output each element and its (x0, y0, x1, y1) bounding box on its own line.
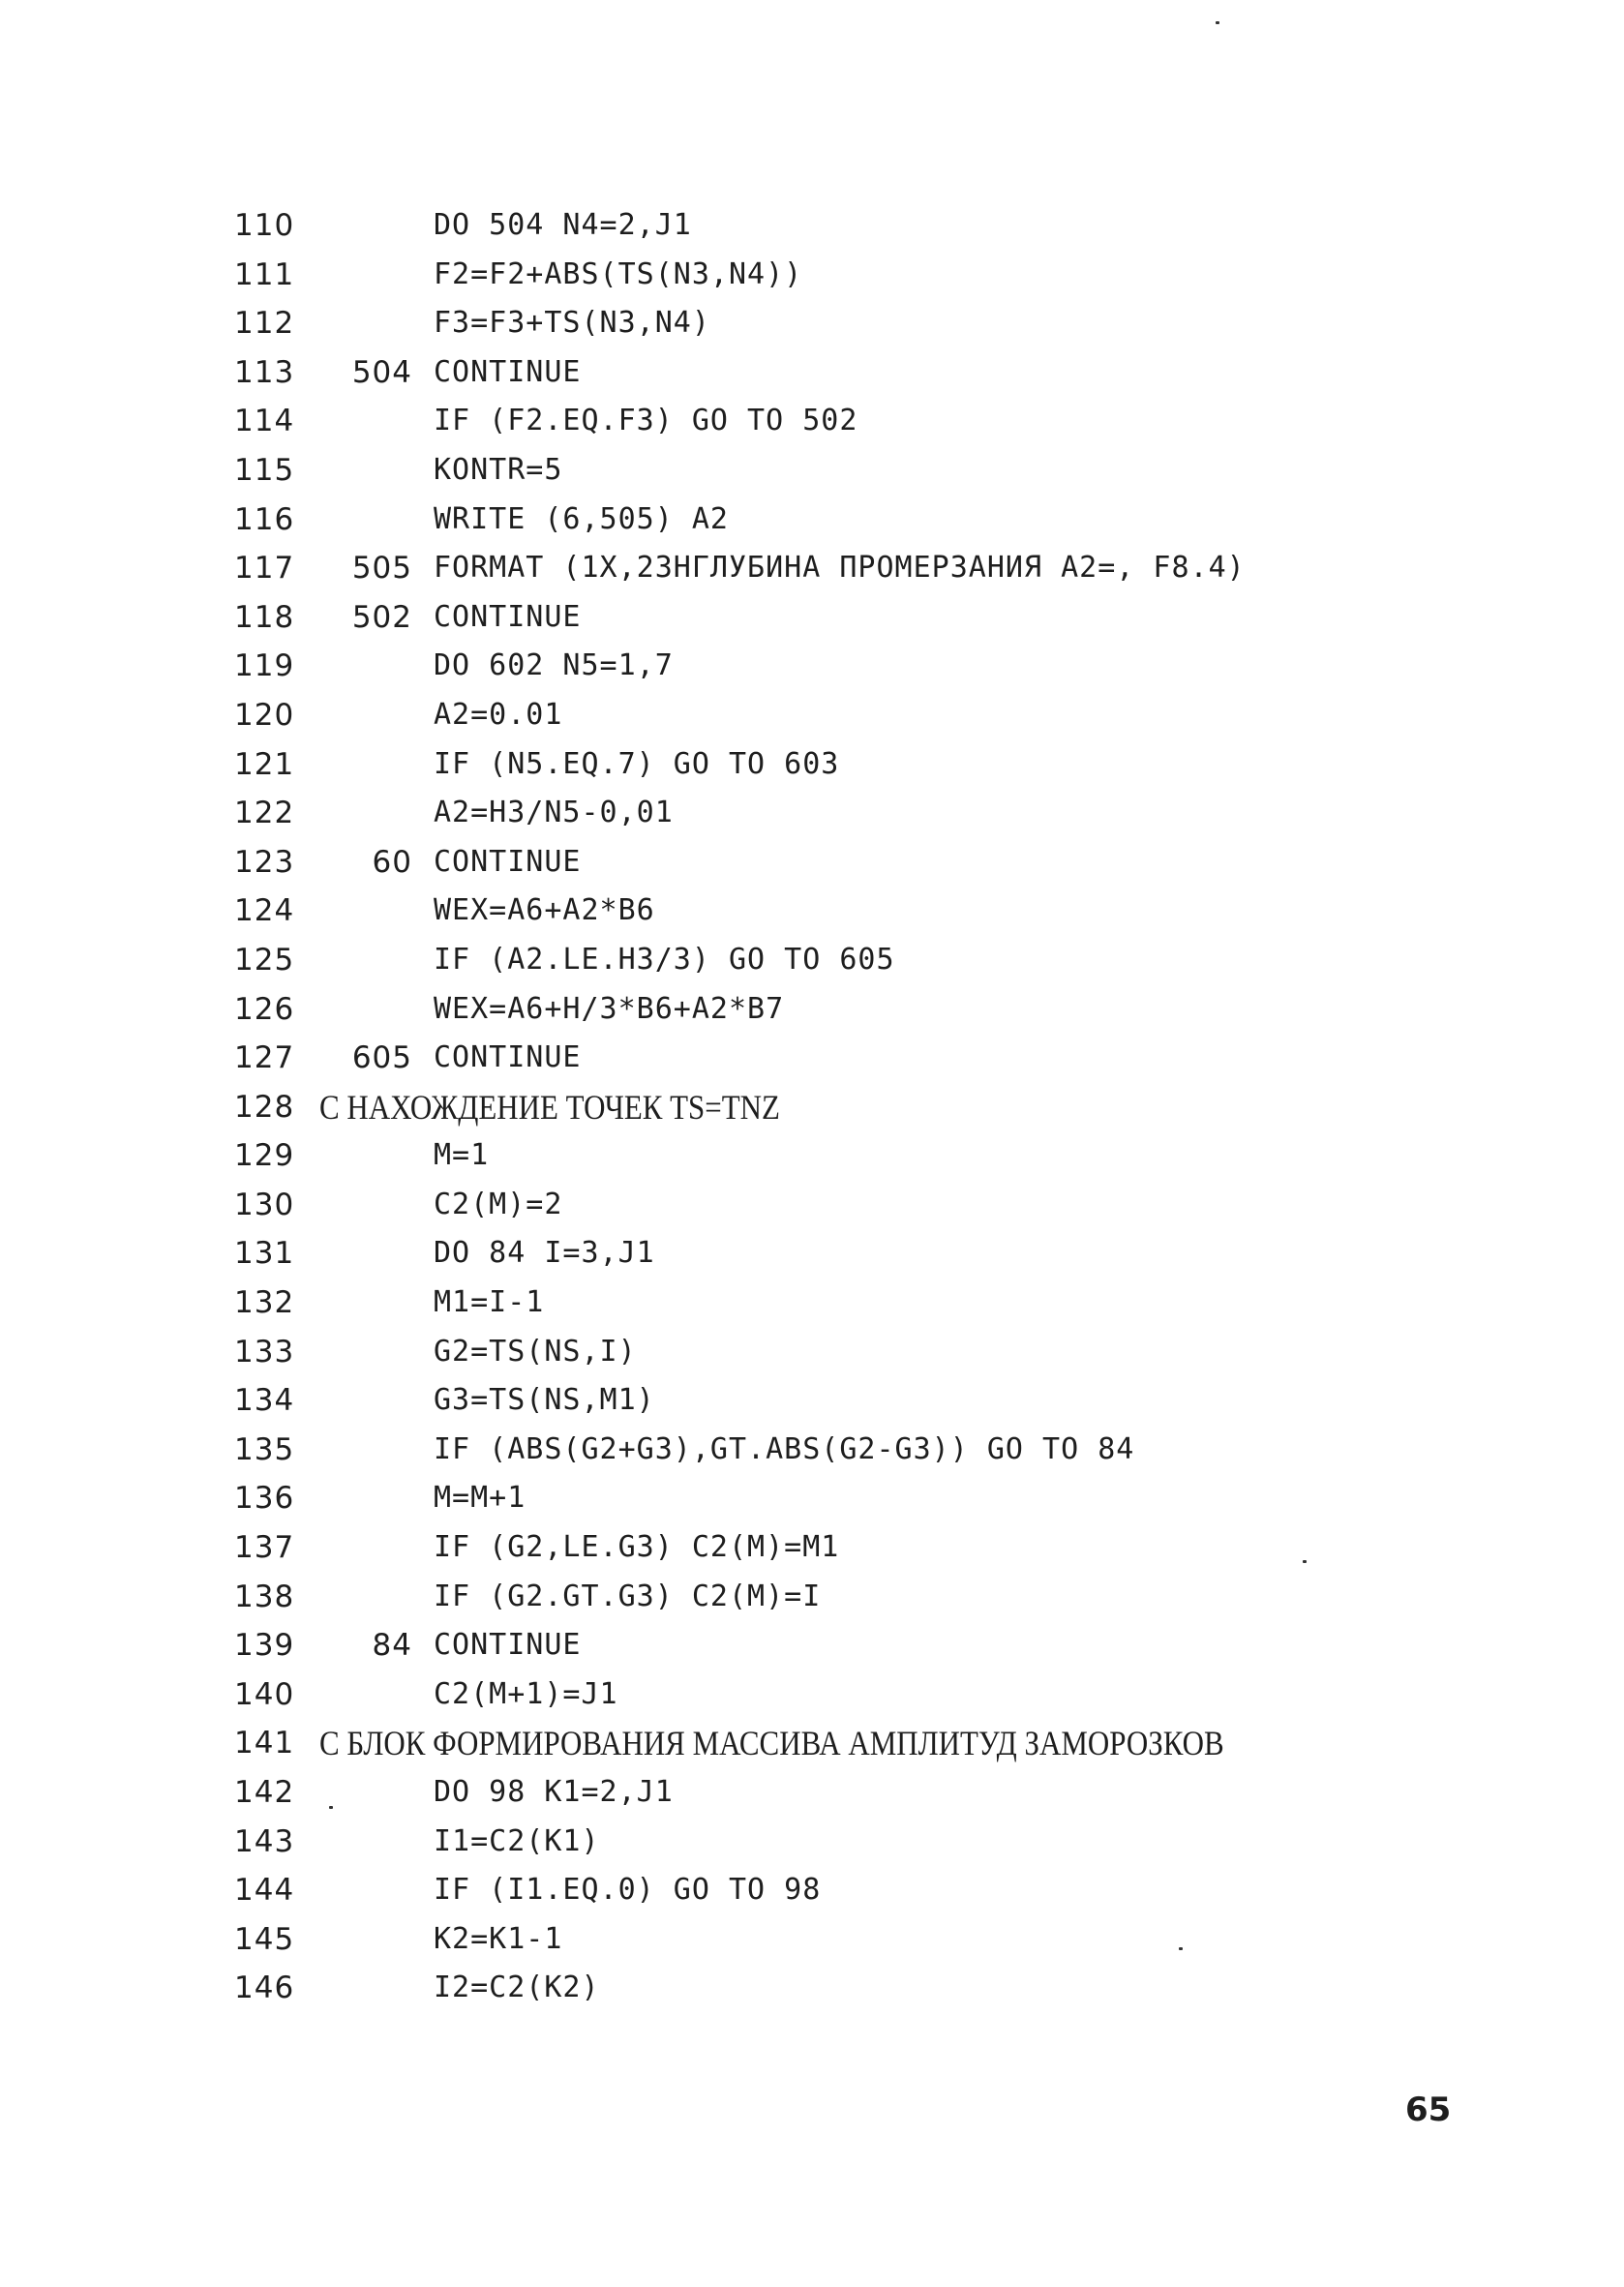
statement: IF (A2.LE.H3/3) GO TO 605 (434, 942, 895, 977)
line-number: 110 (234, 208, 295, 243)
scan-speck (1303, 1560, 1307, 1563)
line-number: 140 (234, 1676, 295, 1712)
line-number: 137 (234, 1530, 295, 1566)
statement: FORMAT (1X,23НГЛУБИНА ПРОМЕРЗАНИЯ A2=, F8.4) (434, 551, 1246, 586)
statement-label: 60 (372, 844, 412, 880)
line-number: 112 (234, 306, 295, 342)
line-number: 126 (234, 991, 295, 1027)
statement: A2=H3/N5-0,01 (434, 796, 674, 830)
code-line-123 (0, 840, 1624, 889)
code-line-118 (0, 595, 1624, 645)
line-number: 143 (234, 1823, 295, 1859)
code-line-116 (0, 497, 1624, 547)
line-number: 114 (234, 404, 295, 439)
code-line-122 (0, 791, 1624, 840)
code-line-146 (0, 1966, 1624, 2015)
code-line-142 (0, 1770, 1624, 1820)
code-line-145 (0, 1917, 1624, 1967)
line-number: 134 (234, 1383, 295, 1419)
code-line-124 (0, 888, 1624, 938)
code-line-144 (0, 1868, 1624, 1917)
code-line-129 (0, 1133, 1624, 1183)
statement: IF (I1.EQ.0) GO TO 98 (434, 1873, 822, 1908)
code-line-139 (0, 1623, 1624, 1672)
line-number: 139 (234, 1628, 295, 1664)
scan-speck (1216, 21, 1219, 24)
statement: IF (F2.EQ.F3) GO TO 502 (434, 404, 858, 438)
statement: IF (G2,LE.G3) C2(M)=M1 (434, 1530, 840, 1565)
line-number: 120 (234, 697, 295, 733)
code-line-131 (0, 1231, 1624, 1280)
line-number: 128 (234, 1089, 295, 1125)
code-line-120 (0, 693, 1624, 742)
line-number: 118 (234, 599, 295, 635)
statement: K2=K1-1 (434, 1921, 563, 1956)
line-number: 111 (234, 256, 295, 292)
line-number: 124 (234, 893, 295, 929)
statement: DO 84 I=3,J1 (434, 1236, 655, 1271)
line-number: 119 (234, 648, 295, 684)
line-number: 117 (234, 551, 295, 587)
code-line-140 (0, 1672, 1624, 1722)
statement: CONTINUE (434, 1040, 582, 1075)
comment-line: C БЛОК ФОРМИРОВАНИЯ МАССИВА АМПЛИТУД ЗАМОРОЗКОВ (319, 1724, 1224, 1763)
statement: DO 504 N4=2,J1 (434, 208, 692, 242)
statement-label: 504 (351, 354, 412, 390)
line-number: 138 (234, 1579, 295, 1614)
code-line-112 (0, 301, 1624, 350)
statement: C2(M)=2 (434, 1187, 563, 1221)
statement-label: 502 (351, 599, 412, 635)
statement: F2=F2+ABS(TS(N3,N4)) (434, 256, 803, 291)
statement: CONTINUE (434, 844, 582, 879)
code-line-110 (0, 203, 1624, 253)
code-line-126 (0, 987, 1624, 1037)
code-line-113 (0, 350, 1624, 400)
line-number: 121 (234, 746, 295, 782)
code-line-134 (0, 1378, 1624, 1428)
line-number: 125 (234, 942, 295, 978)
line-number: 131 (234, 1236, 295, 1272)
statement: A2=0.01 (434, 697, 563, 732)
statement: F3=F3+TS(N3,N4) (434, 306, 710, 341)
statement: G3=TS(NS,M1) (434, 1383, 655, 1418)
code-line-114 (0, 399, 1624, 448)
statement: CONTINUE (434, 599, 582, 634)
code-line-117 (0, 546, 1624, 595)
code-line-111 (0, 253, 1624, 302)
code-line-133 (0, 1330, 1624, 1379)
statement: G2=TS(NS,I) (434, 1334, 637, 1369)
scan-speck (329, 1806, 333, 1809)
comment-line: C НАХОЖДЕНИЕ ТОЧЕК TS=TNZ (319, 1087, 780, 1127)
statement: WEX=A6+A2*B6 (434, 893, 655, 928)
code-line-132 (0, 1280, 1624, 1330)
statement-label: 84 (372, 1628, 412, 1664)
code-line-143 (0, 1820, 1624, 1869)
statement: M=1 (434, 1138, 490, 1173)
statement: IF (N5.EQ.7) GO TO 603 (434, 746, 840, 781)
statement: I2=C2(K2) (434, 1971, 600, 2005)
statement: IF (ABS(G2+G3),GT.ABS(G2-G3)) GO TO 84 (434, 1431, 1135, 1466)
line-number: 130 (234, 1187, 295, 1222)
code-line-137 (0, 1525, 1624, 1575)
line-number: 122 (234, 796, 295, 831)
line-number: 145 (234, 1921, 295, 1957)
code-line-128 (0, 1085, 1624, 1134)
code-line-127 (0, 1036, 1624, 1085)
line-number: 141 (234, 1726, 295, 1761)
statement: CONTINUE (434, 354, 582, 389)
code-listing (0, 203, 1624, 2015)
code-line-138 (0, 1575, 1624, 1624)
statement: DO 98 K1=2,J1 (434, 1775, 674, 1809)
line-number: 127 (234, 1040, 295, 1076)
statement: WEX=A6+H/3*B6+A2*B7 (434, 991, 785, 1026)
statement: KONTR=5 (434, 452, 563, 487)
statement: I1=C2(K1) (434, 1823, 600, 1858)
line-number: 144 (234, 1873, 295, 1909)
code-line-121 (0, 742, 1624, 792)
statement: M1=I-1 (434, 1285, 545, 1320)
code-line-136 (0, 1476, 1624, 1525)
statement: C2(M+1)=J1 (434, 1676, 618, 1711)
statement: DO 602 N5=1,7 (434, 648, 674, 683)
code-line-125 (0, 938, 1624, 987)
line-number: 135 (234, 1431, 295, 1467)
statement: IF (G2.GT.G3) C2(M)=I (434, 1579, 822, 1613)
page-number: 65 (1405, 2091, 1452, 2129)
line-number: 133 (234, 1334, 295, 1369)
code-line-130 (0, 1183, 1624, 1232)
code-line-115 (0, 448, 1624, 497)
line-number: 146 (234, 1971, 295, 2006)
statement: WRITE (6,505) A2 (434, 501, 729, 536)
line-number: 115 (234, 452, 295, 488)
line-number: 132 (234, 1285, 295, 1321)
statement: CONTINUE (434, 1628, 582, 1663)
line-number: 142 (234, 1775, 295, 1810)
line-number: 116 (234, 501, 295, 537)
line-number: 136 (234, 1481, 295, 1517)
statement-label: 605 (351, 1040, 412, 1076)
statement-label: 505 (351, 551, 412, 587)
scan-speck (1179, 1947, 1183, 1950)
code-line-135 (0, 1428, 1624, 1477)
line-number: 123 (234, 844, 295, 880)
code-line-119 (0, 644, 1624, 693)
line-number: 113 (234, 354, 295, 390)
code-line-141 (0, 1721, 1624, 1770)
line-number: 129 (234, 1138, 295, 1174)
statement: M=M+1 (434, 1481, 526, 1516)
